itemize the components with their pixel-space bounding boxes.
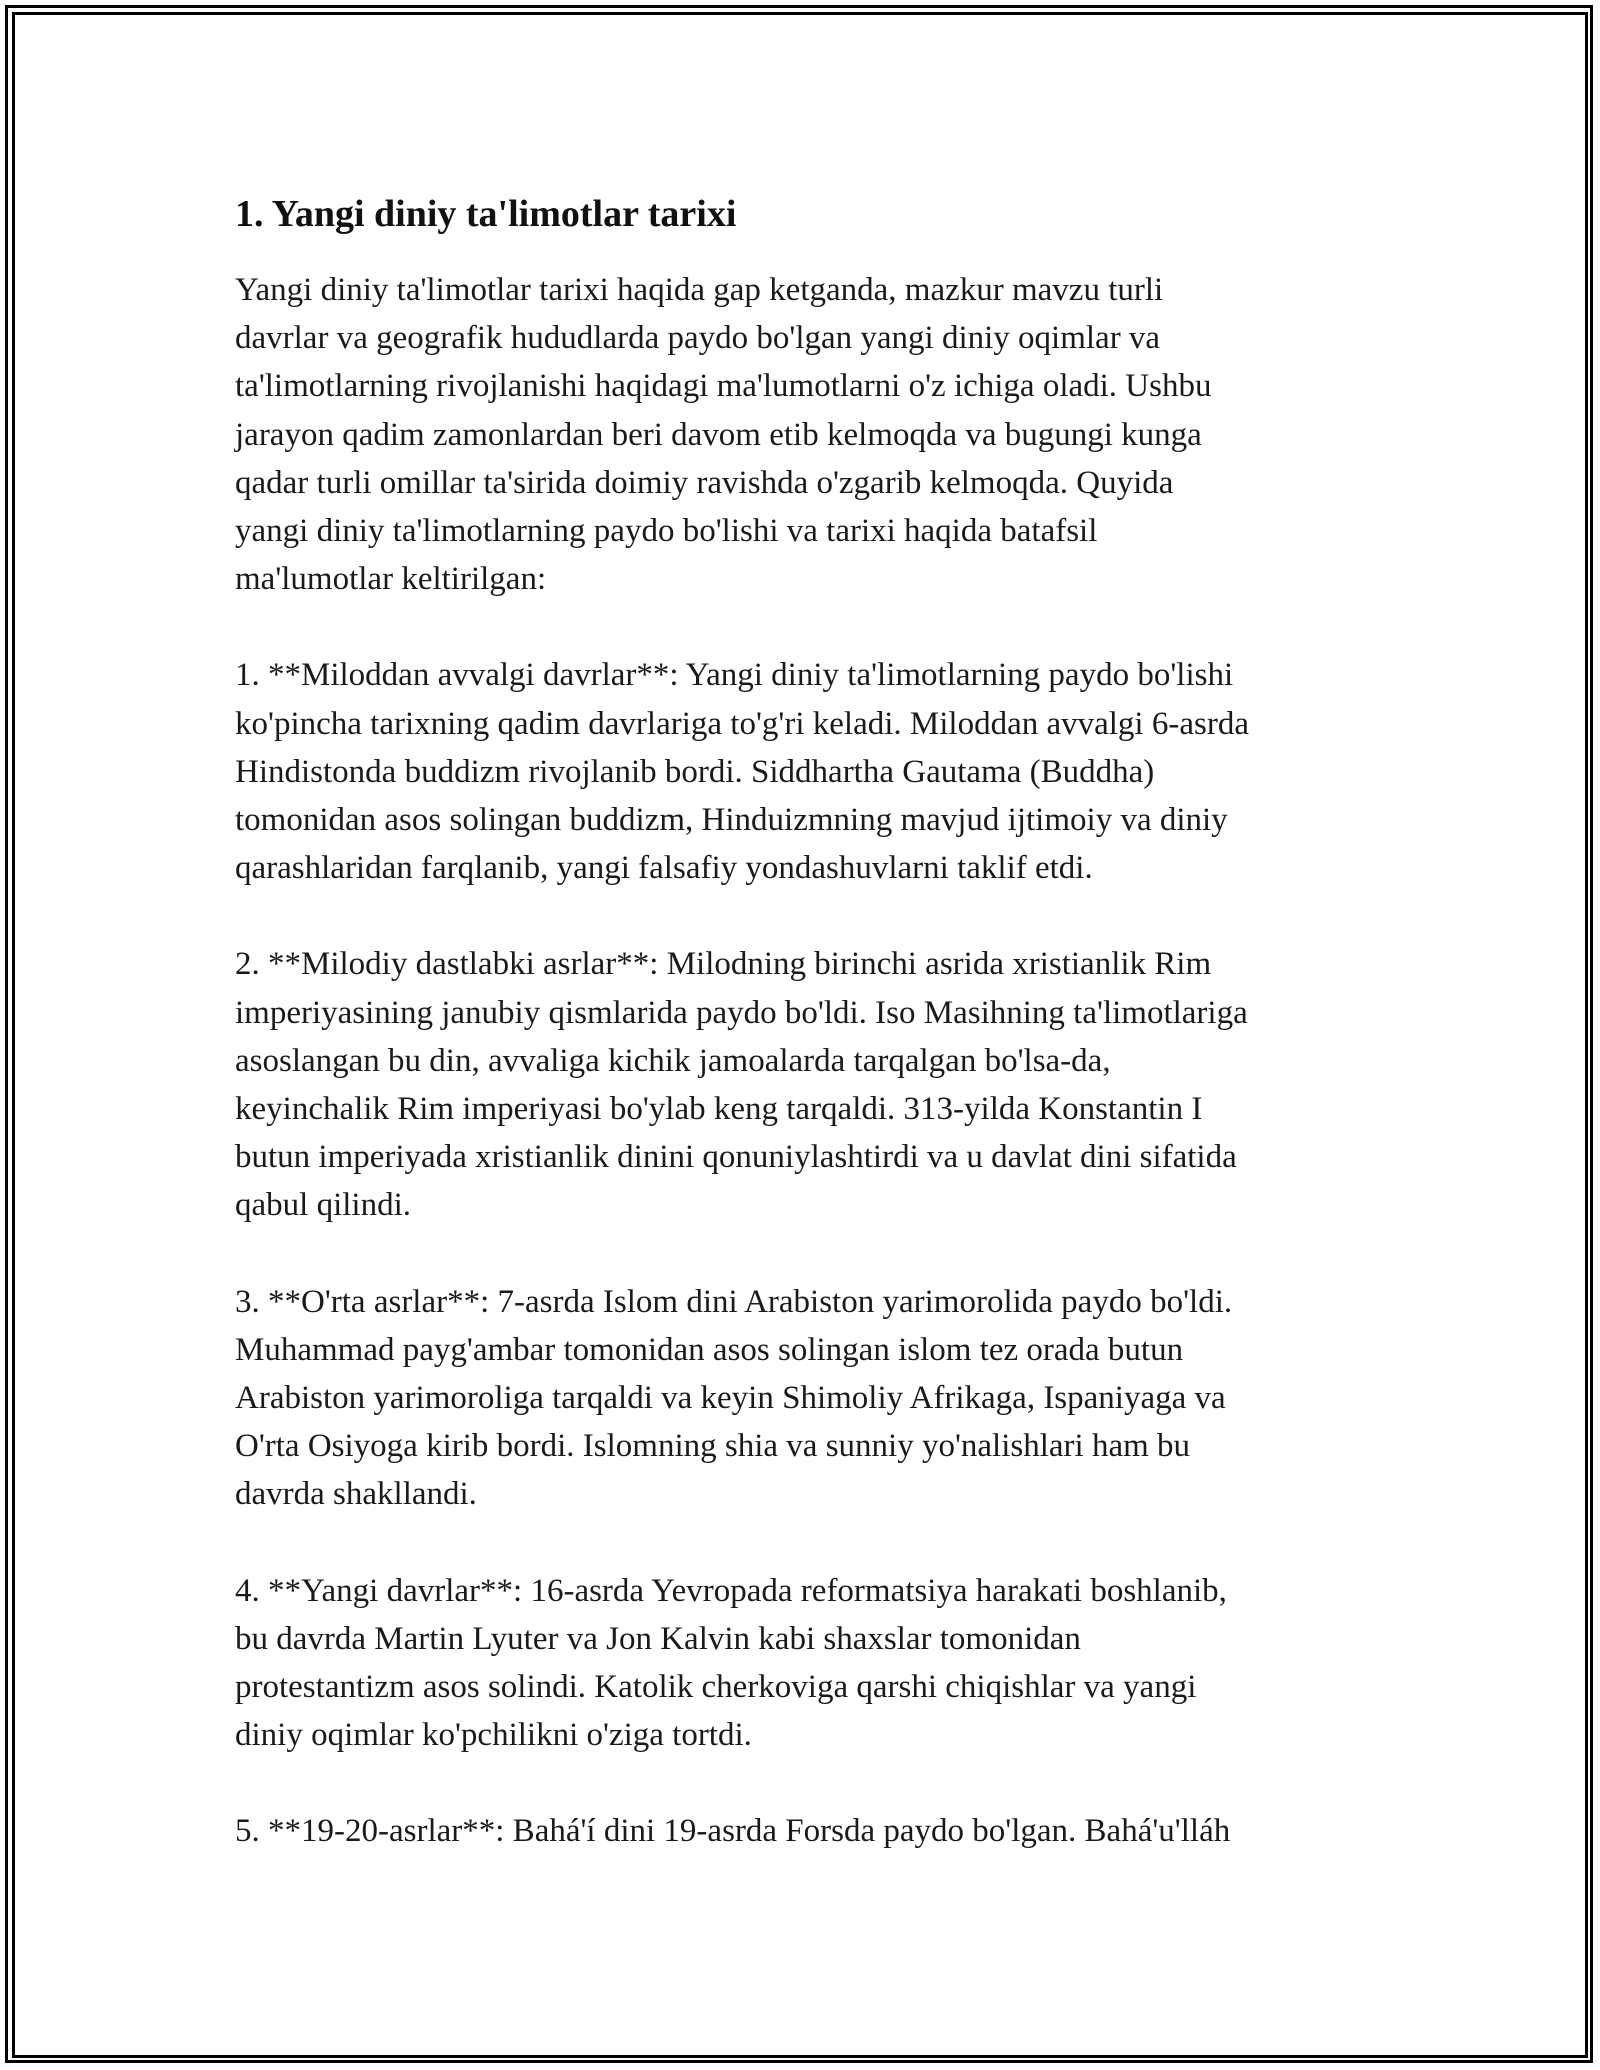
paragraph-item-5: 5. **19-20-asrlar**: Bahá'í dini 19-asrda Forsda paydo bo'lgan. Bahá'u'lláh [235,1813,1231,1850]
paragraph-item-4: 4. **Yangi davrlar**: 16-asrda Yevropada reformatsiya harakati boshlanib, bu davrda Martin Lyuter va Jon Kalvin kabi shaxslar tomonidan protestantizm asos solindi. Katolik cherkoviga qarshi chiqishlar va yangi diniy oqimlar ko'pchilikni o'ziga tortdi. [235,1572,1227,1754]
paragraph-item-2: 2. **Milodiy dastlabki asrlar**: Milodning birinchi asrida xristianlik Rim imperiyasining janubiy qismlarida paydo bo'ldi. Iso Masihning ta'limotlariga asoslangan bu din, avvaliga kichik jamoalarda tarqalgan bo'lsa-da, keyinchalik Rim imperiyasi bo'ylab keng tarqaldi. 313-yilda Konstantin I butun imperiyada xristianlik dinini qonuniylashtirdi va u davlat dini sifatida qabul qilindi. [235,946,1248,1224]
document-title: 1. Yangi diniy ta'limotlar tarixi [235,193,737,235]
paragraph-item-1: 1. **Miloddan avvalgi davrlar**: Yangi diniy ta'limotlarning paydo bo'lishi ko'pincha tarixning qadim davrlariga to'g'ri keladi. Miloddan avvalgi 6-asrda Hindistonda buddizm rivojlanib bordi. Siddhartha Gautama (Buddha) tomonidan asos solingan buddizm, Hinduizmning mavjud ijtimoiy va diniy qarashlaridan farqlanib, yangi falsafiy yondashuvlarni taklif etdi. [235,657,1249,887]
paragraph-item-3: 3. **O'rta asrlar**: 7-asrda Islom dini Arabiston yarimorolida paydo bo'ldi. Muhammad payg'ambar tomonidan asos solingan islom tez orada butun Arabiston yarimoroliga tarqaldi va keyin Shimoliy Afrikaga, Ispaniyaga va O'rta Osiyoga kirib bordi. Islomning shia va sunniy yo'nalishlari ham bu davrda shakllandi. [235,1283,1233,1513]
intro-paragraph: Yangi diniy ta'limotlar tarixi haqida gap ketganda, mazkur mavzu turli davrlar va geografik hududlarda paydo bo'lgan yangi diniy oqimlar va ta'limotlarning rivojlanishi haqidagi ma'lumotlarni o'z ichiga oladi. Ushbu jarayon qadim zamonlardan beri davom etib kelmoqda va bugungi kunga qadar turli omillar ta'sirida doimiy ravishda o'zgarib kelmoqda. Quyida yangi diniy ta'limotlarning paydo bo'lishi va tarixi haqida batafsil ma'lumotlar keltirilgan: [235,272,1212,598]
document-body [235,188,1385,1904]
